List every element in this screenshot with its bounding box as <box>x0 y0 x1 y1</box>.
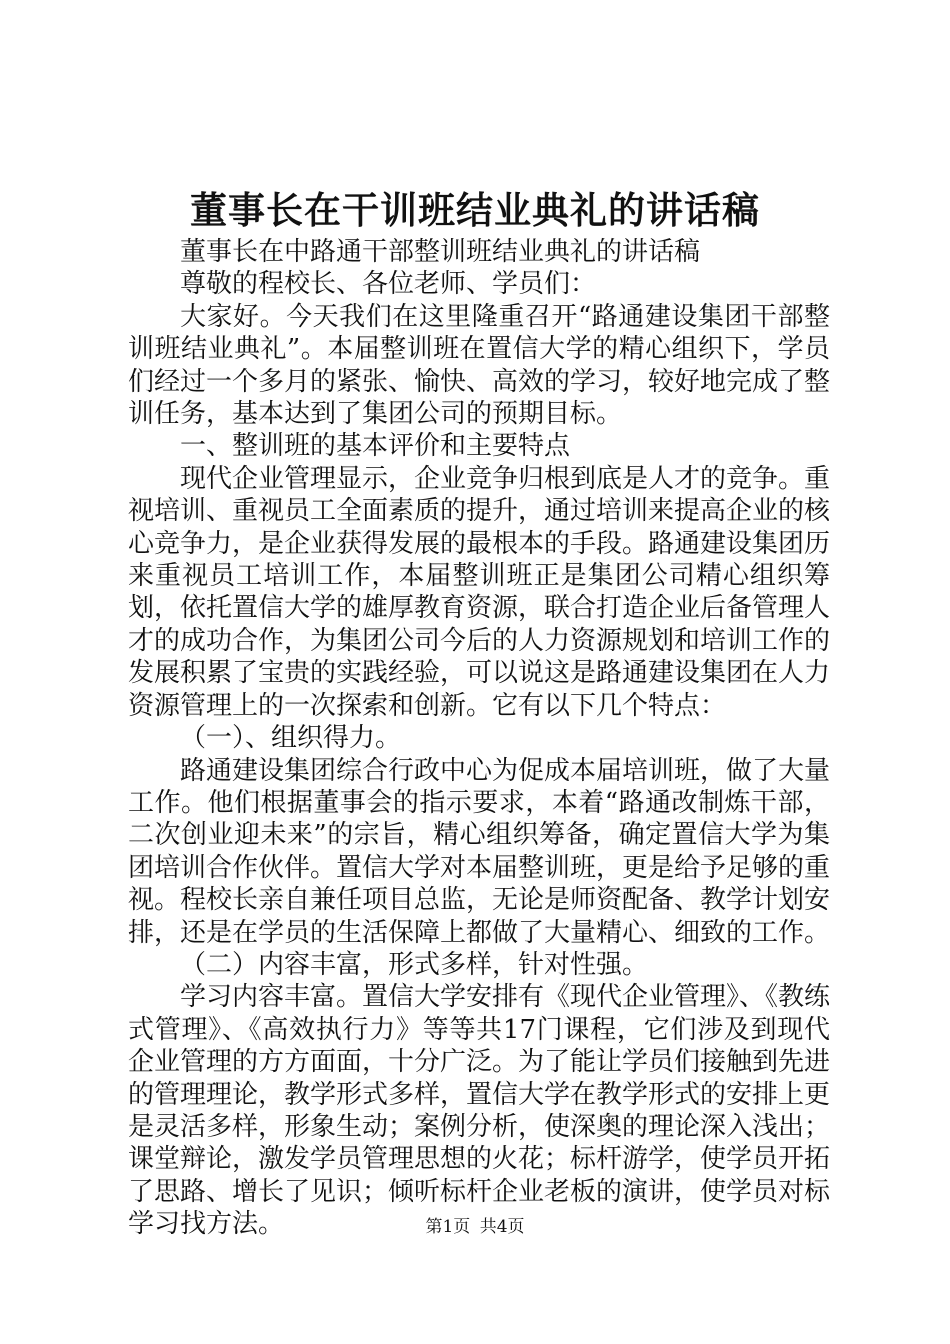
paragraph-subtitle: 董事长在中路通干部整训班结业典礼的讲话稿 <box>180 237 701 267</box>
document-title: 董事长在干训班结业典礼的讲话稿 <box>190 188 760 232</box>
paragraph-content: 学习内容丰富。置信大学安排有《现代企业管理》、《教练式管理》、《高效执行力》等等共17门课程，它们涉及到现代企业管理的方方面面，十分广泛。为了能让学员们接触到先进的管理理论，教学形式多样，置信大学在教学形式的安排上更是灵活多样，形象生动；案例分析，使深奥的理论深入浅出；课堂辩论，激发学员管理思想的火花；标杆游学，使学员开拓了思路、增长了见识；倾听标杆企业老板的演讲，使学员对标学习找方法。 <box>128 982 831 1240</box>
subheading-content: （二）内容丰富，形式多样，针对性强。 <box>180 949 649 980</box>
paragraph-evaluation: 现代企业管理显示，企业竞争归根到底是人才的竞争。重视培训、重视员工全面素质的提升，通过培训来提高企业的核心竞争力，是企业获得发展的最根本的手段。路通建设集团历来重视员工培训工作，本届整训班正是集团公司精心组织筹划，依托置信大学的雄厚教育资源，联合打造企业后备管理人才的成功合作，为集团公司今后的人力资源规划和培训工作的发展积累了宝贵的实践经验，可以说这是路通建设集团在人力资源管理上的一次探索和创新。它有以下几个特点： <box>128 463 831 721</box>
document-body <box>128 236 830 1241</box>
section-heading-1: 一、整训班的基本评价和主要特点 <box>180 431 571 462</box>
paragraph-opening: 大家好。今天我们在这里隆重召开“路通建设集团干部整训班结业典礼”。本届整训班在置信大学的精心组织下，学员们经过一个多月的紧张、愉快、高效的学习，较好地完成了整训任务，基本达到了集团公司的预期目标。 <box>128 301 831 430</box>
page-number: 第1页 共4页 <box>425 1217 525 1237</box>
subheading-organization: （一）、组织得力。 <box>180 723 402 754</box>
paragraph-salutation: 尊敬的程校长、各位老师、学员们： <box>180 269 597 300</box>
paragraph-organization: 路通建设集团综合行政中心为促成本届培训班，做了大量工作。他们根据董事会的指示要求，本着“路通改制炼干部，二次创业迎未来”的宗旨，精心组织筹备，确定置信大学为集团培训合作伙伴。置信大学对本届整训班，更是给予足够的重视。程校长亲自兼任项目总监，无论是师资配备、教学计划安排，还是在学员的生活保障上都做了大量精心、细致的工作。 <box>128 755 831 948</box>
